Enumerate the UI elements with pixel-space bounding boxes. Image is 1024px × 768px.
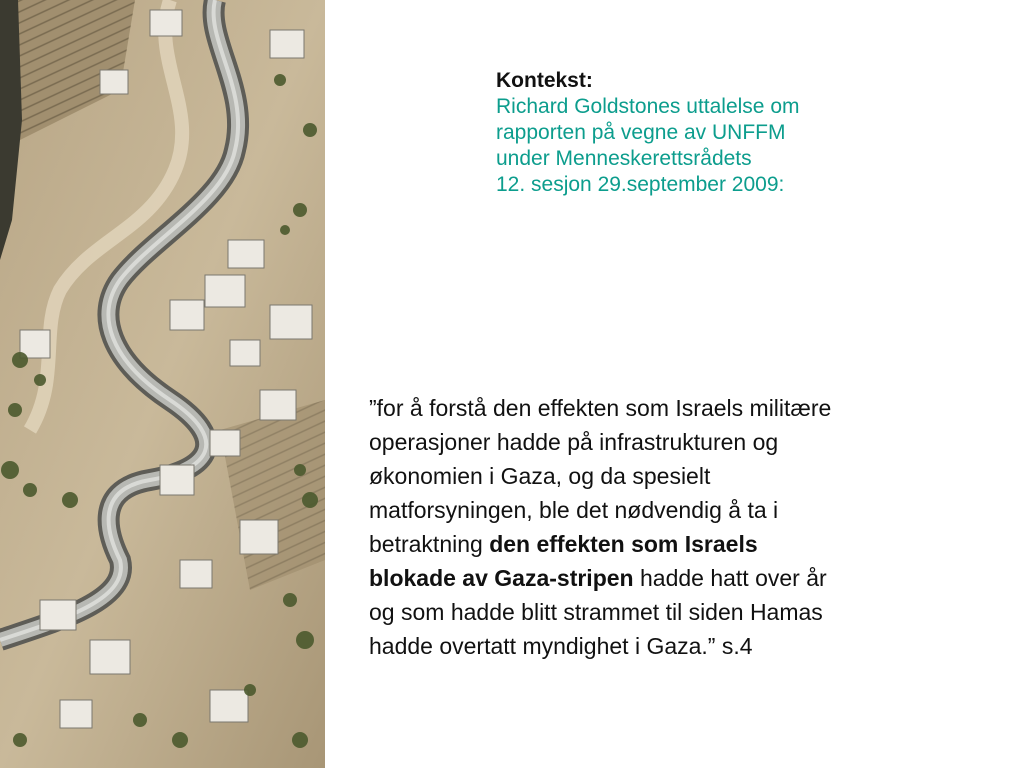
quote-emphasis: blokade av Gaza-stripen xyxy=(369,565,634,591)
quote-line: økonomien i Gaza, og da spesielt xyxy=(369,463,711,489)
quote-line: matforsyningen, ble det nødvendig å ta i xyxy=(369,497,779,523)
quote-emphasis: den effekten som Israels xyxy=(489,531,758,557)
context-block xyxy=(496,68,996,198)
quote-line: og som hadde blitt strammet til siden Hamas xyxy=(369,599,823,625)
aerial-photo xyxy=(0,0,325,768)
context-line: Richard Goldstones uttalelse om xyxy=(496,95,800,118)
quote-line xyxy=(369,561,989,595)
context-line: rapporten på vegne av UNFFM xyxy=(496,121,786,144)
quote-block xyxy=(369,391,989,663)
aerial-photo-wall-icon xyxy=(0,0,325,768)
context-line: under Menneskerettsrådets xyxy=(496,147,752,170)
quote-text: hadde hatt over år xyxy=(633,565,827,591)
quote-text: betraktning xyxy=(369,531,490,557)
quote-line: hadde overtatt myndighet i Gaza.” s.4 xyxy=(369,633,753,659)
quote-line xyxy=(369,527,989,561)
context-line: 12. sesjon 29.september 2009: xyxy=(496,173,785,196)
context-heading: Kontekst: xyxy=(496,69,593,92)
quote-line: operasjoner hadde på infrastrukturen og xyxy=(369,429,779,455)
quote-line: ”for å forstå den effekten som Israels militære xyxy=(369,395,832,421)
